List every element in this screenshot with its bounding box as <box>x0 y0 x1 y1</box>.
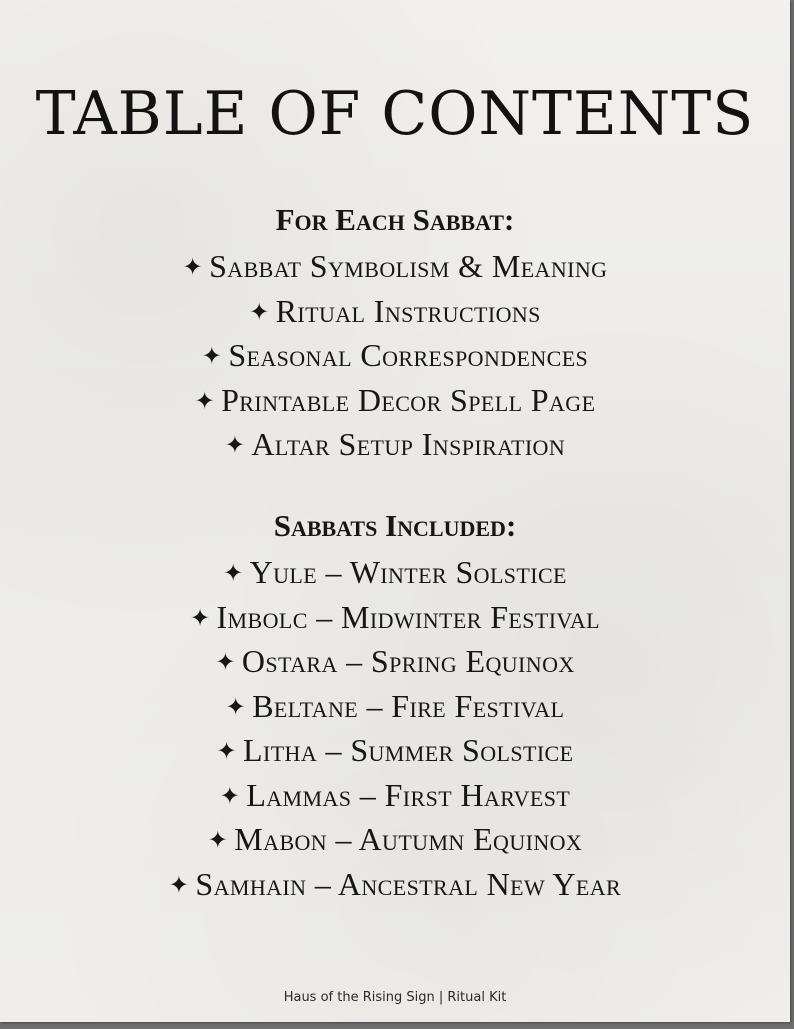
star-bullet-icon: ✦ <box>168 870 190 899</box>
list-item <box>0 333 790 378</box>
list-item-label: Ritual Instructions <box>275 292 541 329</box>
list-item-label: Ostara – Spring Equinox <box>241 643 575 679</box>
list-item-label: Printable Decor Spell Page <box>221 381 596 418</box>
list-item <box>0 595 790 640</box>
list-item <box>0 862 790 907</box>
star-bullet-icon: ✦ <box>219 781 241 810</box>
list-item-label: Beltane – Fire Festival <box>252 687 565 724</box>
star-bullet-icon: ✦ <box>201 342 223 370</box>
star-bullet-icon: ✦ <box>207 826 229 854</box>
section-heading: Sabbats Included: <box>273 508 517 543</box>
star-bullet-icon: ✦ <box>189 603 211 632</box>
list-item <box>0 244 790 289</box>
section-heading: For Each Sabbat: <box>275 202 515 237</box>
section-list <box>0 244 790 467</box>
star-bullet-icon: ✦ <box>223 559 244 587</box>
list-item-label: Mabon – Autumn Equinox <box>234 821 583 857</box>
list-item <box>0 773 790 818</box>
list-item-label: Altar Setup Inspiration <box>251 426 566 462</box>
list-item-label: Sabbat Symbolism & Meaning <box>209 248 608 284</box>
list-item-label: Samhain – Ancestral New Year <box>195 865 622 902</box>
list-item-label: Lammas – First Harvest <box>246 776 571 813</box>
list-item <box>0 728 790 773</box>
section-for-each-sabbat <box>0 200 790 467</box>
star-bullet-icon: ✦ <box>194 386 216 415</box>
list-item <box>0 550 790 595</box>
section-sabbats-included <box>0 506 790 906</box>
list-item-label: Yule – Winter Solstice <box>249 554 567 590</box>
page-footer: Haus of the Rising Sign | Ritual Kit <box>283 990 507 1005</box>
star-bullet-icon: ✦ <box>215 648 236 676</box>
star-bullet-icon: ✦ <box>224 431 246 459</box>
list-item <box>0 817 790 862</box>
star-bullet-icon: ✦ <box>182 253 204 281</box>
list-item-label: Litha – Summer Solstice <box>243 732 574 768</box>
list-item <box>0 639 790 684</box>
list-item <box>0 378 790 423</box>
star-bullet-icon: ✦ <box>225 692 247 721</box>
page-title: TABLE OF CONTENTS <box>35 79 755 149</box>
list-item <box>0 289 790 334</box>
section-list <box>0 550 790 906</box>
list-item <box>0 684 790 729</box>
list-item-label: Imbolc – Midwinter Festival <box>216 598 601 635</box>
star-bullet-icon: ✦ <box>216 737 238 765</box>
list-item <box>0 422 790 467</box>
list-item-label: Seasonal Correspondences <box>228 337 589 373</box>
star-bullet-icon: ✦ <box>249 297 270 326</box>
